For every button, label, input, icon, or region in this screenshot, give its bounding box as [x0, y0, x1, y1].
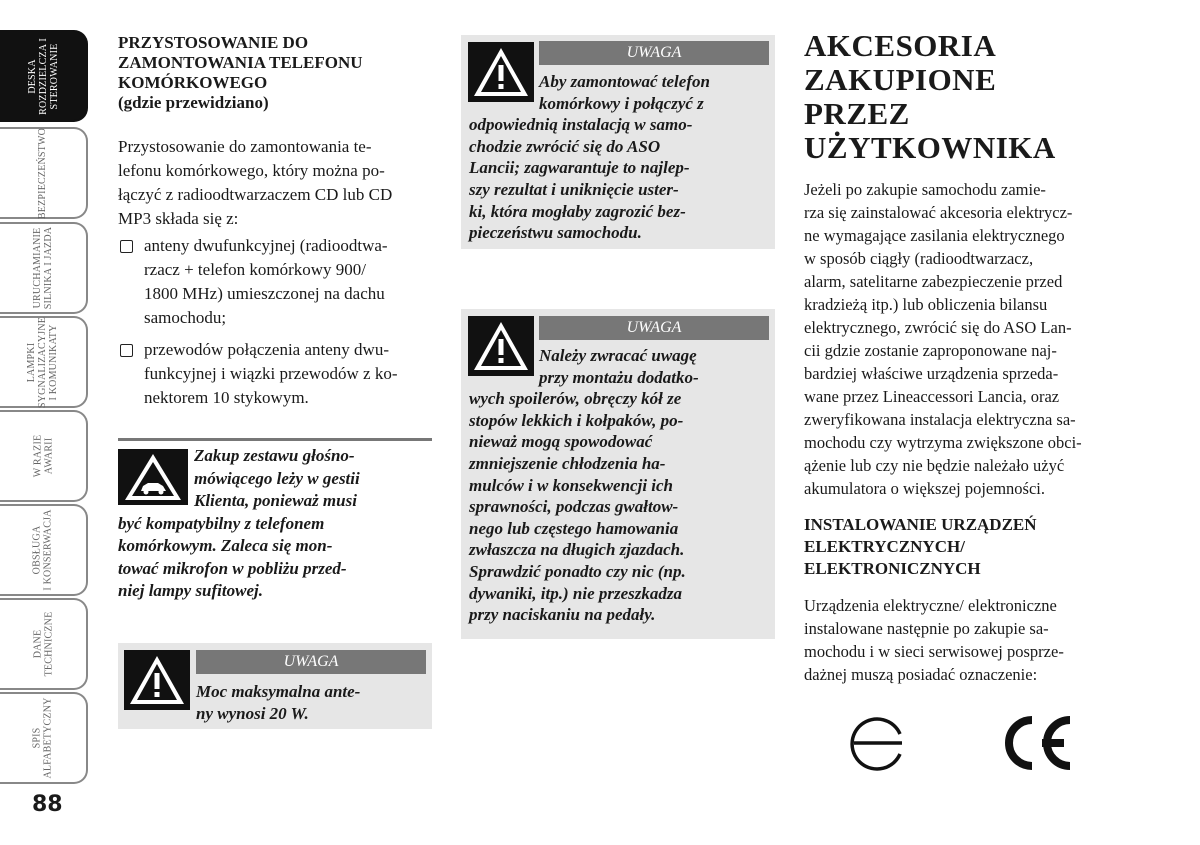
- chapter-tab-label-line: DANE: [32, 629, 43, 659]
- chapter-tab-label-line: OBSŁUGA: [32, 525, 43, 575]
- chapter-tab-label-line: ALFABETYCZNY: [42, 697, 54, 779]
- note-divider: [118, 438, 432, 441]
- chapter-tab-label-line: URUCHAMIANIE: [31, 227, 43, 309]
- chapter-tab-5[interactable]: [0, 410, 88, 502]
- warning-box-antenna: [118, 643, 432, 729]
- warning-text: Należy zwracać uwagę przy montażu dodatko- wych spoilerów, obręczy kół ze stopów lekkich i kołpaków, po- nieważ mogą spowodować zmniejszenie chłodzenia ha- mulców i w konsekwencji ich sprawności, podczas gwałtow- nego lub częstego hamowania zwłaszcza na długich zjazdach. Sprawdzić ponadto czy nic (np. dywaniki, itp.) nie przeszkadza przy naciskaniu na pedały.: [469, 346, 699, 625]
- chapter-tab-label-line: SYGNALIZACYJNE: [37, 316, 49, 408]
- chapter-tab-label-line: LAMPKI: [26, 342, 38, 382]
- chapter-tab-label-line: I KOMUNIKATY: [48, 323, 60, 401]
- checkbox-bullet-icon: [120, 240, 133, 253]
- chapter-tab-label: [26, 38, 59, 115]
- chapter-tab-label-line: SILNIKA I JAZDA: [42, 226, 54, 310]
- chapter-tab-label: [32, 612, 54, 677]
- handsfree-note: Zakup zestawu głośno- mówiącego leży w gestii Klienta, ponieważ musi być kompatybilny z telefonem komórkowym. Zaleca się mon- tować mikrofon w pobliżu przed- niej lampy sufitowej.: [118, 446, 360, 600]
- chapter-tab-3[interactable]: [0, 222, 88, 314]
- warning-text: Moc maksymalna ante- ny wynosi 20 W.: [196, 682, 361, 723]
- chapter-tab-label-line: DESKA: [26, 58, 38, 94]
- chapter-tab-label-line: STEROWANIE: [48, 43, 60, 109]
- accessories-paragraph: Jeżeli po zakupie samochodu zamie- rza się zainstalować akcesoria elektrycz- ne wymagające zasilania elektrycznego w sposób ciągły (radioodtwarzacz, alarm, satelitarne zabezpieczenie przed kradzieżą itp.) lub obliczenia bilansu elektrycznego, zwrócić się do ASO Lan- cii gdzie zostanie zaproponowane naj- bardziej właściwe urządzenia sprzeda- wane przez Lineaccessori Lancia, oraz zweryfikowana instalacja elektryczna sa- mochodu czy wytrzyma zwiększone obci- ążenie lub czy nie będzie należało użyć akumulatora o większej pojemności.: [804, 180, 1082, 498]
- chapter-tab-label-line: ROZDZIELCZA I: [37, 37, 49, 115]
- chapter-tab-7[interactable]: [0, 598, 88, 690]
- ce-mark-icon: [998, 714, 1078, 777]
- page-number: 88: [32, 792, 63, 817]
- chapter-tab-label: [38, 127, 49, 218]
- chapter-tab-label: [32, 509, 54, 590]
- electrical-paragraph: Urządzenia elektryczne/ elektroniczne instalowane następnie po zakupie sa- mochodu i w sieci serwisowej posprze- dażnej muszą posiadać oznaczenie:: [804, 596, 1064, 684]
- chapter-tab-label: [32, 435, 54, 478]
- chapter-tab-6[interactable]: [0, 504, 88, 596]
- warning-box-installation: [461, 35, 775, 249]
- page-title: AKCESORIA ZAKUPIONE PRZEZ UŻYTKOWNIKA: [804, 28, 1056, 165]
- phone-parts-list: [118, 234, 438, 418]
- warning-label: UWAGA: [539, 316, 769, 340]
- chapter-tab-label-line: AWARII: [42, 437, 54, 475]
- chapter-tab-4[interactable]: [0, 316, 88, 408]
- chapter-tab-label: [27, 316, 60, 407]
- phone-intro-paragraph: Przystosowanie do zamontowania te- lefonu komórkowego, który można po- łączyć z radioodtwarzaczem CD lub CD MP3 składa się z:: [118, 137, 393, 228]
- section-heading-electrical: INSTALOWANIE URZĄDZEŃ ELEKTRYCZNYCH/ ELEKTRONICZNYCH: [804, 515, 1037, 578]
- chapter-tab-label: [32, 227, 54, 309]
- chapter-tab-label-line: I KONSERWACJA: [43, 509, 54, 591]
- list-item: anteny dwufunkcyjnej (radioodtwa- rzacz + telefon komórkowy 900/ 1800 MHz) umieszczonej na dachu samochodu;: [118, 234, 438, 330]
- warning-text: Aby zamontować telefon komórkowy i połączyć z odpowiednią instalacją w samo- chodzie zwrócić się do ASO Lancii; zagwarantuje to najlep- szy rezultat i uniknięcie uster- ki, która mogłaby zagrozić bez- pieczeństwu samochodu.: [469, 72, 710, 243]
- checkbox-bullet-icon: [120, 344, 133, 357]
- chapter-tab-label: [32, 697, 54, 778]
- chapter-tab-label-line: W RAZIE: [31, 434, 43, 478]
- warning-triangle-icon: [124, 650, 190, 710]
- chapter-tab-1[interactable]: [0, 30, 88, 122]
- section-heading-phone: PRZYSTOSOWANIE DO ZAMONTOWANIA TELEFONU KOMÓRKOWEGO (gdzie przewidziano): [118, 33, 363, 112]
- chapter-tab-label-line: BEZPIECZEŃSTWO: [37, 127, 49, 219]
- e-mark-icon: [848, 712, 908, 779]
- chapter-tab-8[interactable]: [0, 692, 88, 784]
- chapter-tab-2[interactable]: [0, 127, 88, 219]
- chapter-tab-label-line: SPIS: [31, 727, 43, 749]
- warning-label: UWAGA: [539, 41, 769, 65]
- chapter-tab-label-line: TECHNICZNE: [43, 611, 54, 677]
- warning-label: UWAGA: [196, 650, 426, 674]
- list-item: przewodów połączenia anteny dwu- funkcyjnej i wiązki przewodów z ko- nektorem 10 stykowym.: [118, 338, 438, 410]
- warning-box-spoilers: [461, 309, 775, 639]
